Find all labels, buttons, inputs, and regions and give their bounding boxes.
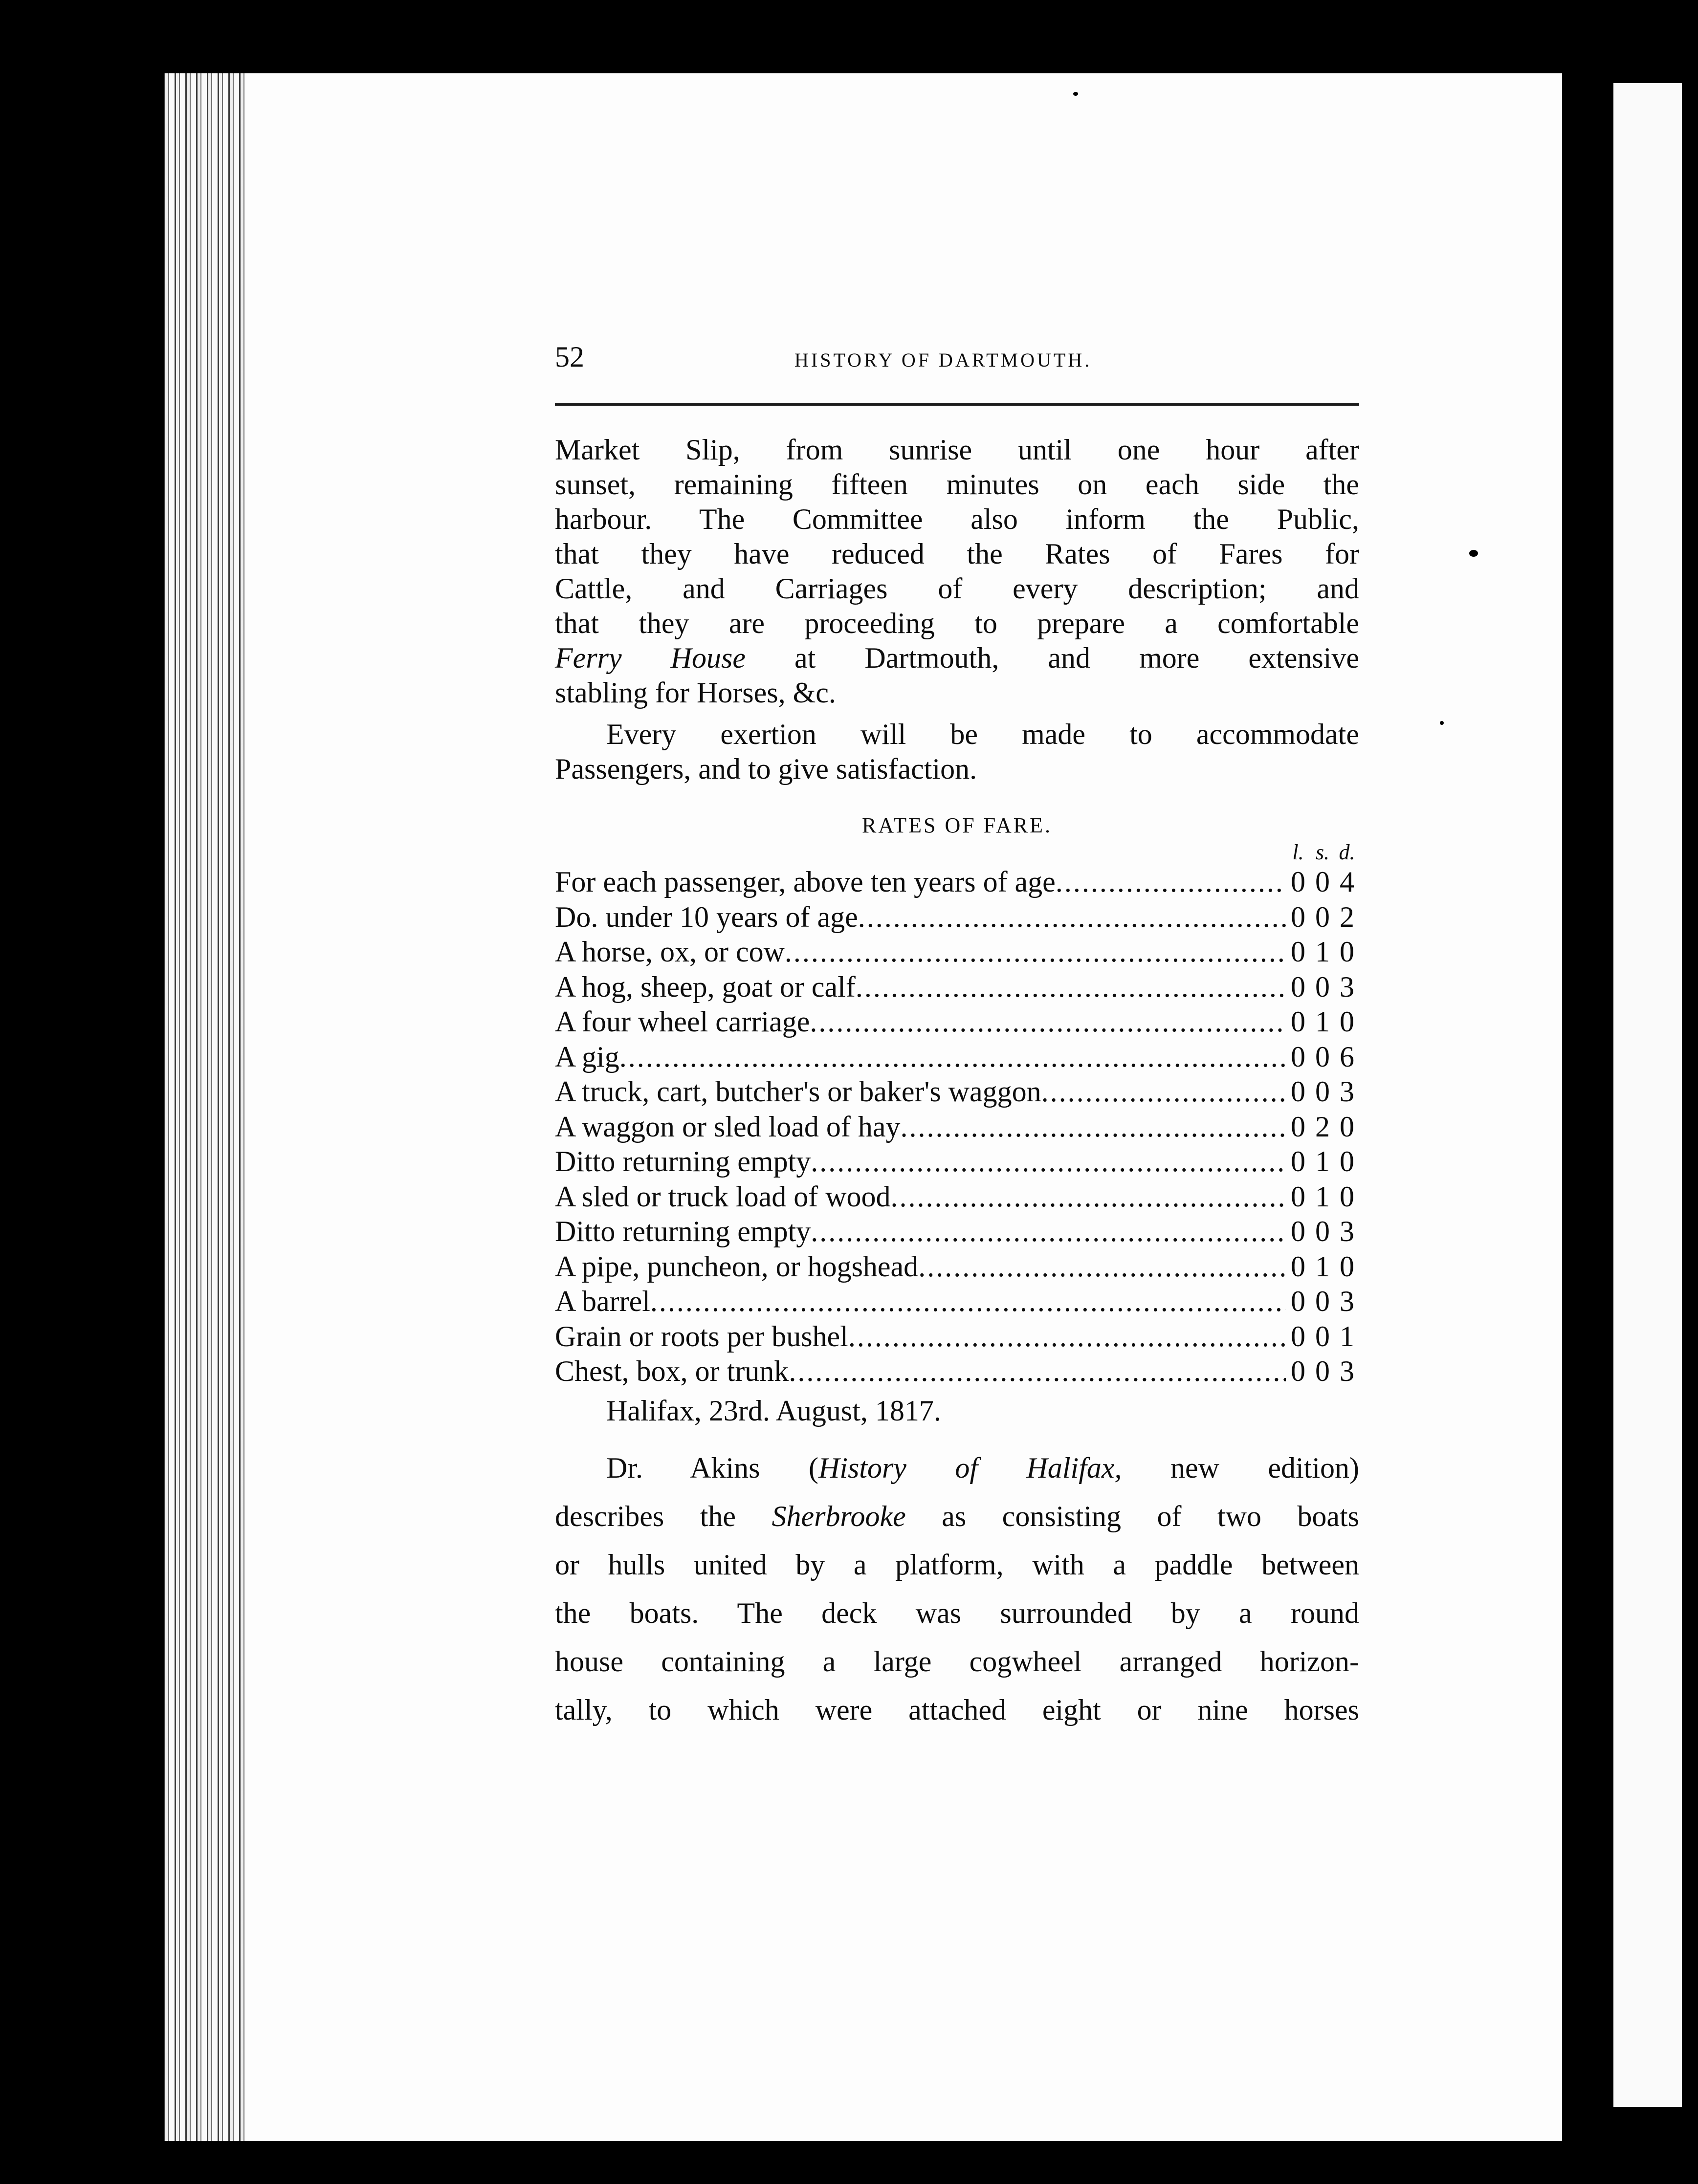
fare-item-label: A barrel xyxy=(555,1285,650,1317)
fare-amount-pounds: 0 xyxy=(1291,1180,1305,1213)
fare-row xyxy=(555,1354,1359,1389)
fare-amount-shillings: 0 xyxy=(1315,1355,1330,1387)
header-rule xyxy=(555,403,1359,406)
italic-text: Sherbrooke xyxy=(772,1500,906,1532)
fare-amount-shillings: 1 xyxy=(1315,1180,1330,1213)
fare-amount-shillings: 0 xyxy=(1315,1215,1330,1247)
column-header-shillings: s. xyxy=(1315,840,1330,864)
fare-row xyxy=(555,1144,1359,1179)
fare-amount-shillings: 2 xyxy=(1315,1110,1330,1143)
fare-amount-shillings: 0 xyxy=(1315,866,1330,898)
fare-amount-pence: 0 xyxy=(1340,1110,1354,1143)
text-line: that they are proceeding to prepare a comfortable xyxy=(555,607,1359,639)
text-span: at Dartmouth, and more extensive xyxy=(745,642,1360,674)
fare-list xyxy=(555,865,1359,1389)
fare-amount-pounds: 0 xyxy=(1291,900,1305,933)
fare-amount-pounds: 0 xyxy=(1291,1250,1305,1283)
text-line xyxy=(555,641,1359,676)
dot-leader xyxy=(650,1284,1286,1319)
dot-leader xyxy=(856,970,1286,1005)
fare-row xyxy=(555,865,1359,900)
fare-amount-pounds: 0 xyxy=(1291,1110,1305,1143)
fare-amount-pence: 0 xyxy=(1340,1145,1354,1178)
fare-amount-pounds: 0 xyxy=(1291,1005,1305,1038)
fare-row xyxy=(555,1040,1359,1075)
paragraph-2 xyxy=(555,717,1359,786)
fare-amount-pounds: 0 xyxy=(1291,1215,1305,1247)
fare-item-label: A horse, ox, or cow xyxy=(555,936,785,968)
fare-row xyxy=(555,1005,1359,1040)
fare-row xyxy=(555,1214,1359,1249)
fare-amount-shillings: 0 xyxy=(1315,1040,1330,1073)
fare-item-label: Ditto returning empty xyxy=(555,1215,811,1247)
fare-amount-pounds: 0 xyxy=(1291,1075,1305,1108)
text-line: sunset, remaining fifteen minutes on each side the xyxy=(555,468,1359,501)
fare-item-label: Chest, box, or trunk xyxy=(555,1355,789,1387)
ink-speck xyxy=(1440,721,1444,725)
fare-amount-shillings: 0 xyxy=(1315,970,1330,1003)
text-line: or hulls united by a platform, with a paddle between xyxy=(555,1548,1359,1581)
fare-amount-pence: 3 xyxy=(1340,1215,1354,1247)
fare-amount-pence: 4 xyxy=(1340,866,1354,898)
fare-amount-shillings: 0 xyxy=(1315,1285,1330,1317)
ink-speck xyxy=(1073,92,1078,96)
fare-amount-pounds: 0 xyxy=(1291,1285,1305,1317)
fare-row xyxy=(555,1284,1359,1319)
fare-amount-pence: 6 xyxy=(1340,1040,1354,1073)
fare-item-label: Ditto returning empty xyxy=(555,1145,811,1178)
rates-heading: RATES OF FARE. xyxy=(862,813,1052,837)
fare-row xyxy=(555,900,1359,935)
currency-column-headers xyxy=(555,840,1359,865)
paragraph-1 xyxy=(555,433,1359,710)
fare-item-label: A pipe, puncheon, or hogshead xyxy=(555,1250,919,1283)
fare-amount-pence: 0 xyxy=(1340,1180,1354,1213)
fare-amount-pence: 0 xyxy=(1340,1005,1354,1038)
fare-amount-pence: 1 xyxy=(1340,1320,1354,1353)
text-line: Every exertion will be made to accommodate xyxy=(606,718,1359,750)
dot-leader xyxy=(858,900,1286,935)
column-header-pence: d. xyxy=(1339,840,1355,864)
fare-amount-shillings: 1 xyxy=(1315,1250,1330,1283)
text-span: Dr. Akins ( xyxy=(606,1451,818,1484)
fare-amount-pence: 0 xyxy=(1340,936,1354,968)
text-span: as consisting of two boats xyxy=(905,1500,1359,1532)
text-line: stabling for Horses, &c. xyxy=(555,677,836,709)
dot-leader xyxy=(891,1179,1286,1215)
fare-amount-pounds: 0 xyxy=(1291,970,1305,1003)
column-header-pounds: l. xyxy=(1292,840,1304,864)
page-binding-edge xyxy=(164,73,244,2141)
facing-page-edge xyxy=(1613,83,1682,2107)
fare-row xyxy=(555,1179,1359,1215)
dot-leader xyxy=(811,1144,1286,1179)
text-line: Market Slip, from sunrise until one hour after xyxy=(555,434,1359,466)
fare-row xyxy=(555,1319,1359,1354)
dot-leader xyxy=(785,935,1286,970)
fare-amount-shillings: 0 xyxy=(1315,1320,1330,1353)
fare-amount-pounds: 0 xyxy=(1291,1145,1305,1178)
fare-amount-pounds: 0 xyxy=(1291,1355,1305,1387)
fare-amount-pence: 3 xyxy=(1340,1355,1354,1387)
text-span: describes the xyxy=(555,1500,772,1532)
text-line: tally, to which were attached eight or nine horses xyxy=(555,1693,1359,1726)
fare-amount-shillings: 1 xyxy=(1315,1145,1330,1178)
fare-item-label: A hog, sheep, goat or calf xyxy=(555,970,856,1003)
fare-row xyxy=(555,1074,1359,1110)
paragraph-3 xyxy=(555,1444,1359,1734)
text-span: new edition) xyxy=(1122,1451,1359,1484)
page-header xyxy=(555,342,1359,391)
fare-amount-pence: 2 xyxy=(1340,900,1354,933)
fare-amount-pounds: 0 xyxy=(1291,1040,1305,1073)
italic-text: Ferry House xyxy=(555,642,746,674)
fare-amount-pounds: 0 xyxy=(1291,866,1305,898)
fare-row xyxy=(555,970,1359,1005)
text-line: the boats. The deck was surrounded by a round xyxy=(555,1596,1359,1629)
fare-item-label: For each passenger, above ten years of age xyxy=(555,866,1056,898)
fare-amount-pounds: 0 xyxy=(1291,936,1305,968)
dot-leader xyxy=(1041,1074,1286,1110)
fare-row xyxy=(555,1249,1359,1285)
fare-item-label: A four wheel carriage xyxy=(555,1005,810,1038)
dot-leader xyxy=(811,1214,1286,1249)
fare-amount-shillings: 1 xyxy=(1315,1005,1330,1038)
dateline: Halifax, 23rd. August, 1817. xyxy=(606,1394,941,1427)
dot-leader xyxy=(901,1110,1286,1145)
running-head: HISTORY OF DARTMOUTH. xyxy=(794,349,1092,371)
fare-amount-pence: 0 xyxy=(1340,1250,1354,1283)
ink-speck xyxy=(1469,550,1478,557)
dot-leader xyxy=(848,1319,1286,1354)
fare-amount-pence: 3 xyxy=(1340,1285,1354,1317)
fare-amount-shillings: 1 xyxy=(1315,936,1330,968)
dot-leader xyxy=(789,1354,1286,1389)
fare-amount-pounds: 0 xyxy=(1291,1320,1305,1353)
fare-amount-pence: 3 xyxy=(1340,1075,1354,1108)
fare-item-label: A sled or truck load of wood xyxy=(555,1180,891,1213)
fare-amount-shillings: 0 xyxy=(1315,1075,1330,1108)
fare-item-label: A truck, cart, butcher's or baker's waggon xyxy=(555,1075,1041,1108)
fare-item-label: Grain or roots per bushel xyxy=(555,1320,848,1353)
dot-leader xyxy=(1056,865,1286,900)
dot-leader xyxy=(918,1249,1286,1285)
text-line: Passengers, and to give satisfaction. xyxy=(555,753,977,785)
fare-row xyxy=(555,1110,1359,1145)
text-line: house containing a large cogwheel arranged horizon- xyxy=(555,1645,1359,1678)
text-line: that they have reduced the Rates of Fares for xyxy=(555,538,1359,570)
text-line xyxy=(555,1492,1359,1541)
fare-item-label: Do. under 10 years of age xyxy=(555,900,858,933)
italic-text: History of Halifax, xyxy=(818,1451,1122,1484)
dot-leader xyxy=(619,1040,1286,1075)
text-line xyxy=(555,1444,1359,1492)
fare-amount-pence: 3 xyxy=(1340,970,1354,1003)
fare-row xyxy=(555,935,1359,970)
fare-item-label: A gig xyxy=(555,1040,619,1073)
page-number: 52 xyxy=(555,341,584,373)
fare-amount-shillings: 0 xyxy=(1315,900,1330,933)
text-line: harbour. The Committee also inform the Public, xyxy=(555,503,1359,535)
text-line: Cattle, and Carriages of every description; and xyxy=(555,572,1359,605)
body-text xyxy=(555,433,1359,1734)
dot-leader xyxy=(810,1005,1286,1040)
fare-item-label: A waggon or sled load of hay xyxy=(555,1110,901,1143)
